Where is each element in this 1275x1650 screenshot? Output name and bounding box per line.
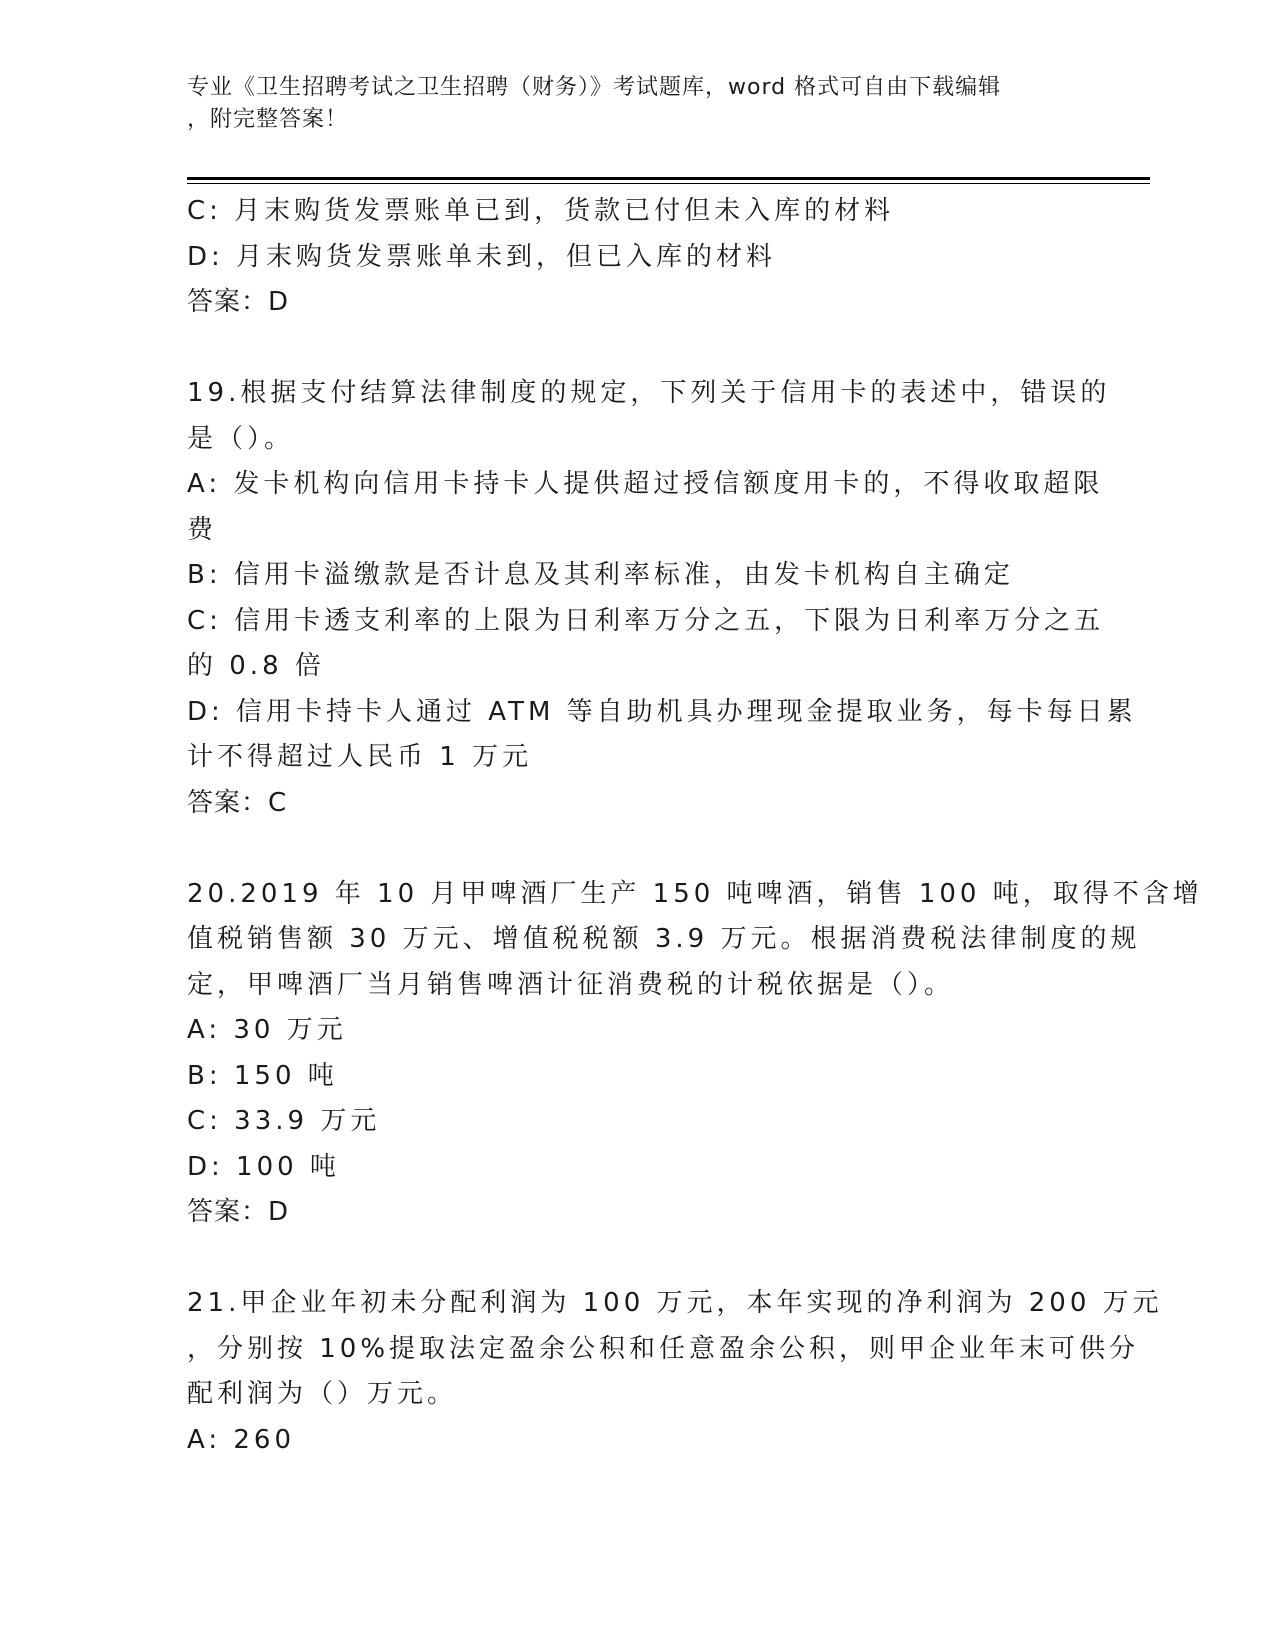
answer-line: 答案：D (187, 287, 290, 317)
option-c: C: 月末购货发票账单已到，货款已付但未入库的材料 (187, 196, 895, 226)
option-c: 的 0.8 倍 (187, 651, 325, 681)
question-19 (187, 371, 1137, 826)
option-d: D: 信用卡持卡人通过 ATM 等自助机具办理现金提取业务，每卡每日累 (187, 696, 1137, 727)
option-d: D: 月末购货发票账单未到，但已入库的材料 (187, 241, 777, 272)
option-c: C: 33.9 万元 (187, 1106, 381, 1136)
spacer (187, 326, 1087, 372)
option-d: 计不得超过人民币 1 万元 (187, 742, 533, 772)
question-20 (187, 872, 1203, 1236)
question-stem: 19.根据支付结算法律制度的规定，下列关于信用卡的表述中，错误的 (187, 378, 1111, 408)
question-stem: 定，甲啤酒厂当月销售啤酒计征消费税的计税依据是（）。 (187, 969, 955, 1000)
option-a: A: 发卡机构向信用卡持卡人提供超过授信额度用卡的，不得收取超限 (187, 469, 1104, 499)
question-stem: 配利润为（）万元。 (187, 1379, 458, 1409)
answer-line: 答案：C (187, 787, 288, 818)
header-divider-thin (187, 183, 1150, 184)
question-stem: ，分别按 10%提取法定盈余公积和任意盈余公积，则甲企业年末可供分 (187, 1333, 1140, 1364)
option-c: C: 信用卡透支利率的上限为日利率万分之五，下限为日利率万分之五 (187, 605, 1105, 636)
option-a: A: 30 万元 (187, 1015, 347, 1045)
question-stem: 值税销售额 30 万元、增值税税额 3.9 万元。根据消费税法律制度的规 (187, 924, 1141, 954)
spacer (187, 1236, 1087, 1282)
answer-line: 答案：D (187, 1197, 290, 1227)
header-line-2: ，附完整答案！ (187, 107, 349, 132)
option-d: D: 100 吨 (187, 1151, 340, 1182)
spacer (187, 826, 1087, 872)
header-divider-thick (187, 177, 1150, 180)
question-21 (187, 1281, 1163, 1463)
option-b: B: 信用卡溢缴款是否计息及其利率标准，由发卡机构自主确定 (187, 560, 1014, 590)
option-a: A: 260 (187, 1424, 295, 1455)
header-line-1: 专业《卫生招聘考试之卫生招聘（财务）》考试题库，word 格式可自由下载编辑 (187, 75, 1002, 100)
document-header (187, 72, 1077, 136)
option-b: B: 150 吨 (187, 1060, 338, 1091)
previous-question-tail (187, 189, 1087, 326)
option-a: 费 (187, 514, 218, 545)
question-stem: 20.2019 年 10 月甲啤酒厂生产 150 吨啤酒，销售 100 吨，取得不含增 (187, 878, 1203, 909)
question-stem: 21.甲企业年初未分配利润为 100 万元，本年实现的净利润为 200 万元 (187, 1288, 1163, 1318)
question-content (187, 189, 1203, 1463)
question-stem: 是（）。 (187, 423, 295, 454)
